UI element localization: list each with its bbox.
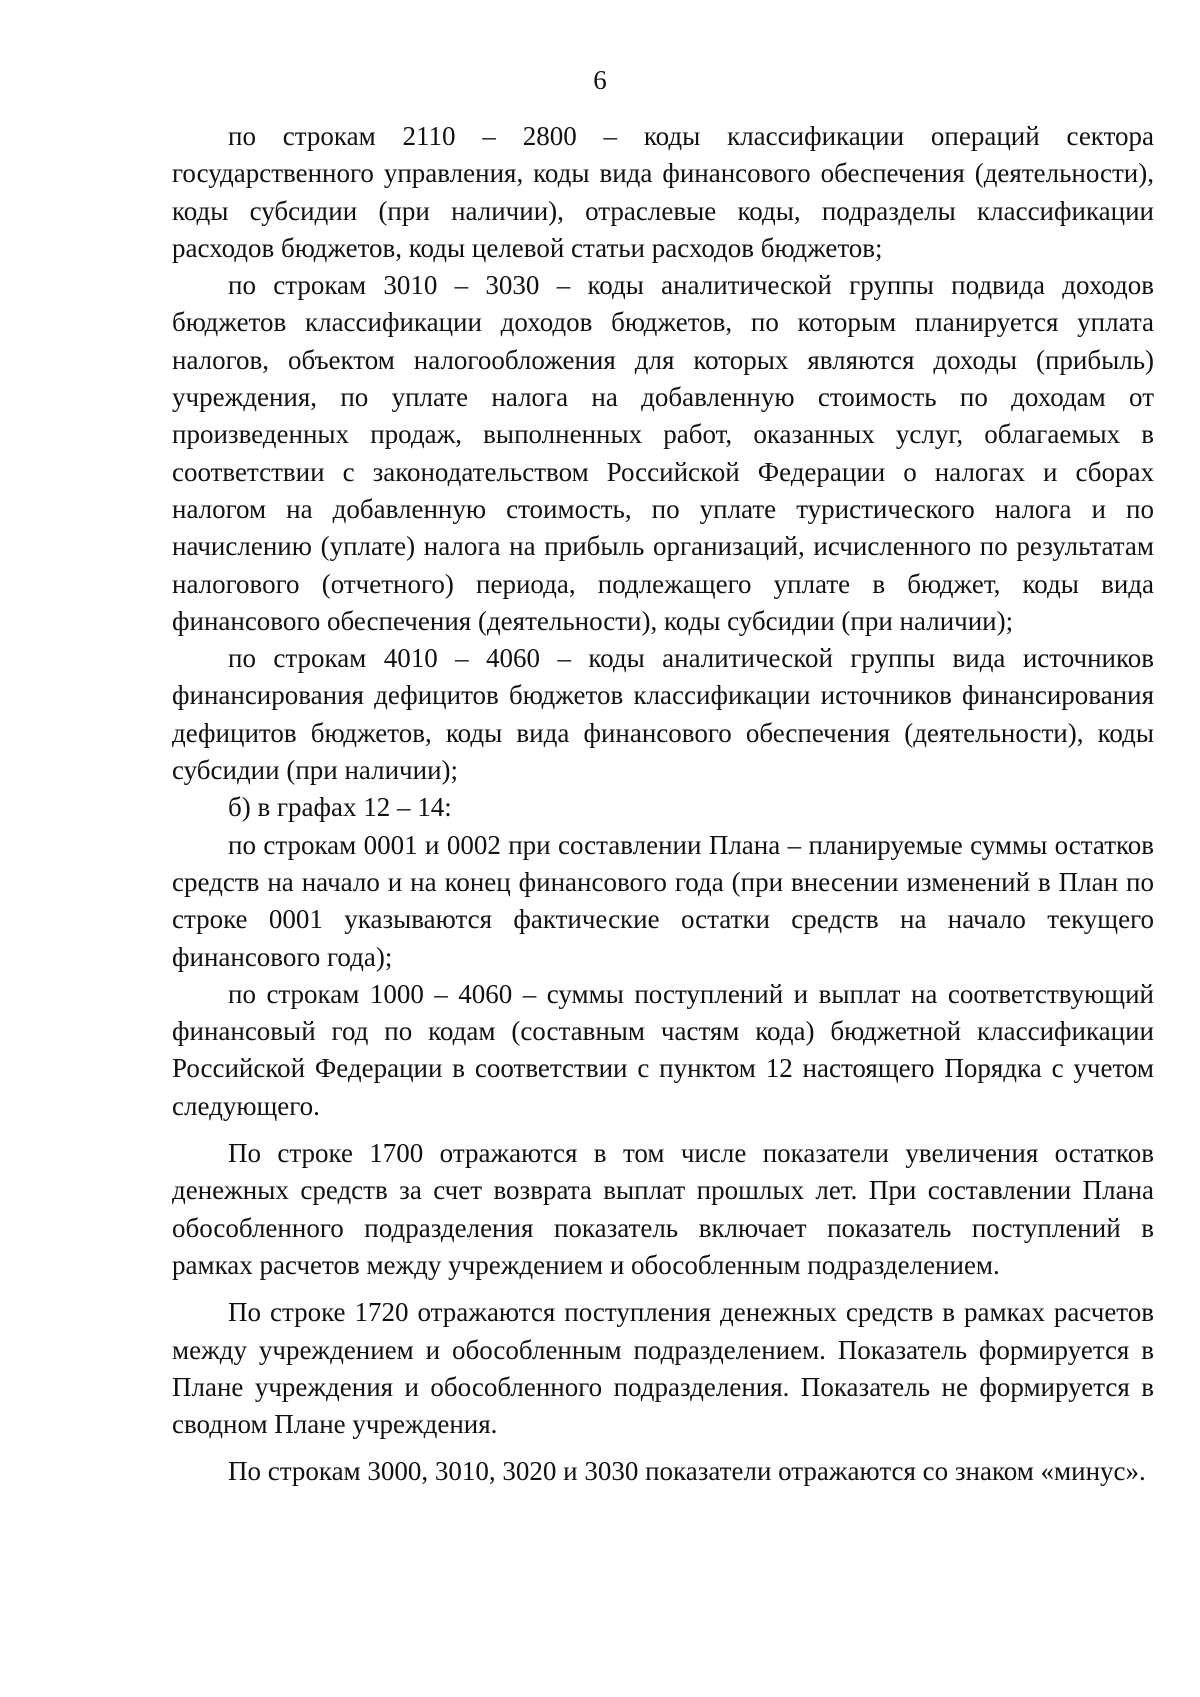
paragraph-rows-3000-3030: По строкам 3000, 3010, 3020 и 3030 показатели отражаются со знаком «минус». [228, 1456, 1146, 1487]
paragraph-rows-0001-0002: по строкам 0001 и 0002 при составлении Плана – планируемые суммы остатков средств на начало и на конец финансового года (при внесении изменений в План по строке 0001 указываются фактические остатки средств на начало текущего финансового года); [172, 829, 1154, 972]
paragraph-row-1700: По строке 1700 отражаются в том числе показатели увеличения остатков денежных средств за счет возврата выплат прошлых лет. При составлении Плана обособленного подразделения показатель включает показатель поступлений в рамках расчетов между учреждением и обособленным подразделением. [172, 1138, 1154, 1280]
page-number: 6 [593, 65, 607, 95]
paragraph-row-1720: По строке 1720 отражаются поступления денежных средств в рамках расчетов между учреждением и обособленным подразделением. Показатель формируется в Плане учреждения и обособленного подразделения. Показатель не формируется в сводном Плане учреждения. [172, 1297, 1154, 1440]
paragraph-columns-12-14: б) в графах 12 – 14: [228, 792, 452, 823]
paragraph-rows-1000-4060: по строкам 1000 – 4060 – суммы поступлений и выплат на соответствующий финансовый год по кодам (составным частям кода) бюджетной классификации Российской Федерации в соответствии с пунктом 12 настоящего Порядка с учетом следующего. [172, 978, 1154, 1121]
body-text [172, 118, 1154, 1491]
paragraph-rows-2110-2800: по строкам 2110 – 2800 – коды классификации операций сектора государственного управления, коды вида финансового обеспечения (деятельности), коды субсидии (при наличии), отраслевые коды, подразделы классификации расходов бюджетов, коды целевой статьи расходов бюджетов; [172, 121, 1154, 263]
paragraph-rows-3010-3030: по строкам 3010 – 3030 – коды аналитической группы подвида доходов бюджетов классификации доходов бюджетов, по которым планируется уплата налогов, объектом налогообложения для которых являются доходы (прибыль) учреждения, по уплате налога на добавленную стоимость по доходам от произведенных продаж, выполненных работ, оказанных услуг, облагаемых в соответствии с законодательством Российской Федерации о налогах и сборах налогом на добавленную стоимость, по уплате туристического налога и по начислению (уплате) налога на прибыль организаций, исчисленного по результатам налогового (отчетного) периода, подлежащего уплате в бюджет, коды вида финансового обеспечения (деятельности), коды субсидии (при наличии); [172, 270, 1154, 636]
paragraph-rows-4010-4060: по строкам 4010 – 4060 – коды аналитической группы вида источников финансирования дефицитов бюджетов классификации источников финансирования дефицитов бюджетов, коды вида финансового обеспечения (деятельности), коды субсидии (при наличии); [172, 643, 1154, 786]
